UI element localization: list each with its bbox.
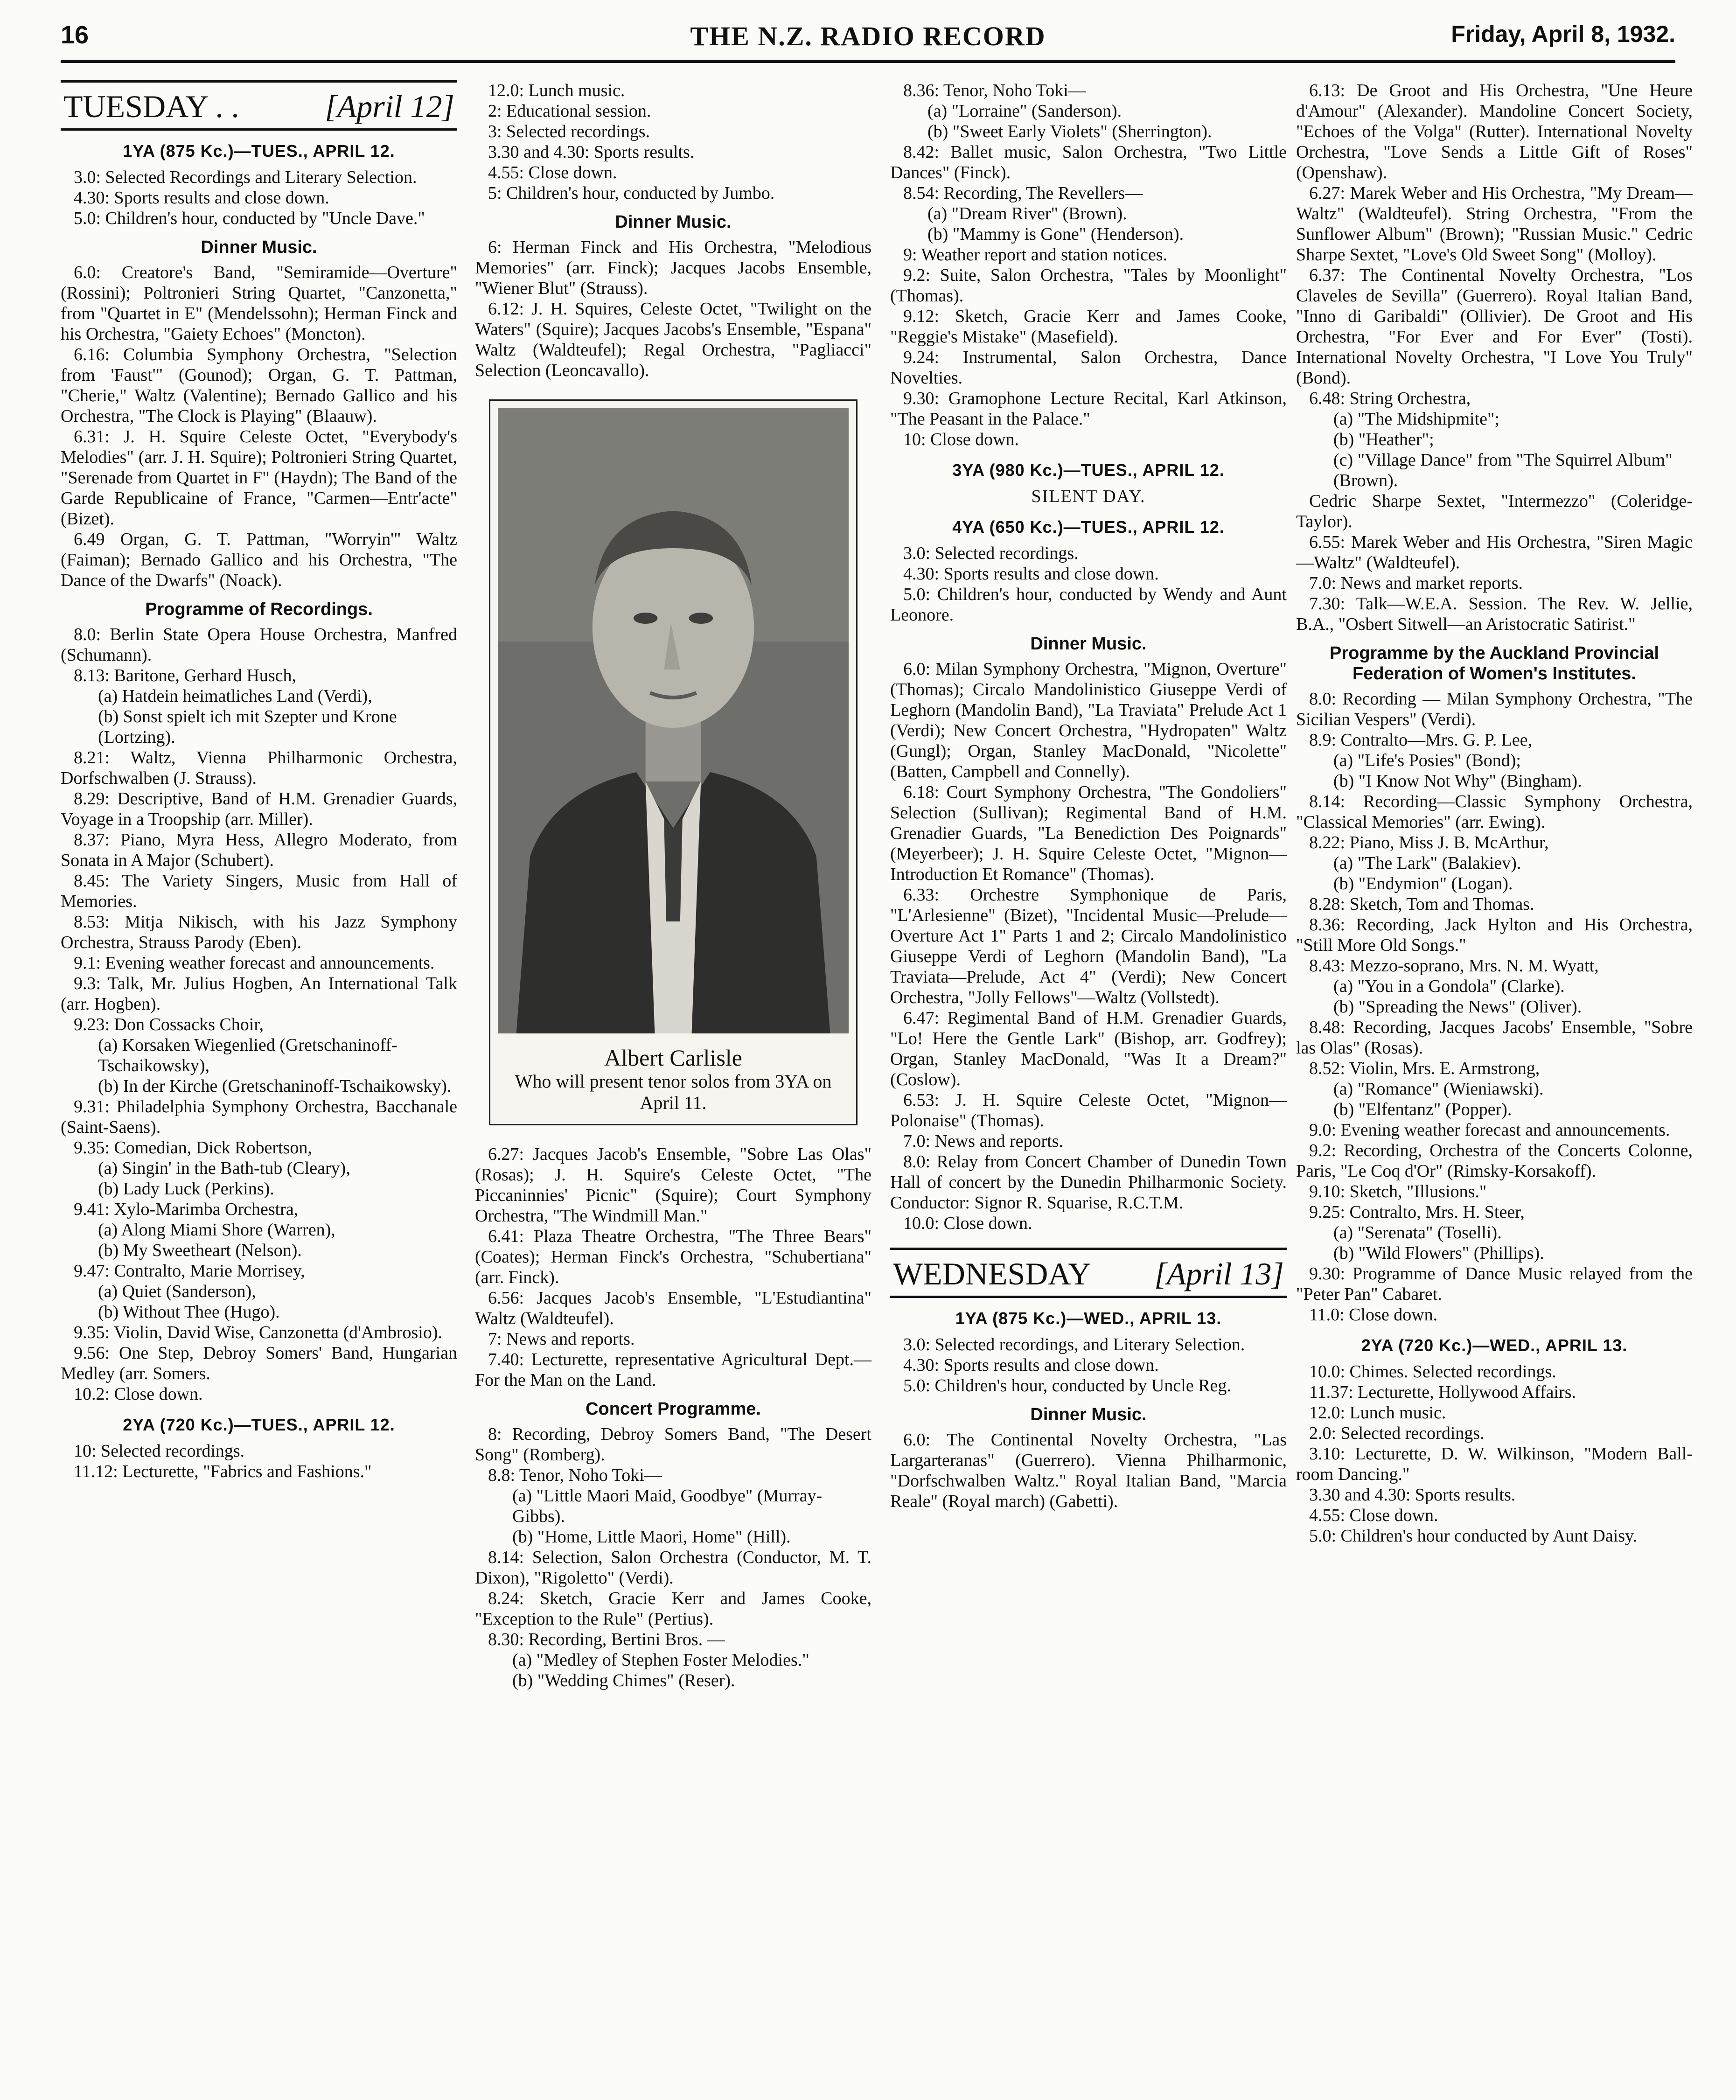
- programme-item: 7.40: Lecturette, representative Agricultural Dept.—For the Man on the Land.: [475, 1350, 871, 1390]
- programme-item: 3.0: Selected recordings.: [903, 544, 1079, 563]
- station-heading: 2YA (720 Kc.)—WED., APRIL 13.: [1361, 1336, 1628, 1355]
- programme-item: 12.0: Lunch music.: [1309, 1403, 1446, 1423]
- sub-item: (b) "Heather";: [1333, 430, 1434, 449]
- programme-item: 4.55: Close down.: [488, 163, 617, 182]
- day-heading-tuesday: [61, 80, 457, 131]
- programme-item: 8.14: Selection, Salon Orchestra (Conductor, M. T. Dixon), "Rigoletto" (Verdi).: [475, 1548, 871, 1588]
- programme-item: 6.0: The Continental Novelty Orchestra, "Las Largarteranas" (Guerrero). Vienna Philharmonic, "Dorfschwalben Waltz." Royal Italian Band, "Marcia Reale" (Royal march) (Gabetti).: [890, 1430, 1287, 1511]
- programme-item: 8.43: Mezzo-soprano, Mrs. N. M. Wyatt,: [1309, 956, 1599, 976]
- sub-items: [98, 1281, 457, 1322]
- sub-item: (a) Korsaken Wiegenlied (Gretschaninoff-Tschaikowsky),: [98, 1035, 397, 1075]
- programme-item: 11.37: Lecturette, Hollywood Affairs.: [1309, 1382, 1576, 1402]
- programme-item: 9.56: One Step, Debroy Somers' Band, Hungarian Medley (arr. Somers.: [61, 1343, 457, 1383]
- programme-item: 10.0: Chimes. Selected recordings.: [1309, 1362, 1556, 1381]
- programme-item: 9.24: Instrumental, Salon Orchestra, Dance Novelties.: [890, 348, 1287, 388]
- programme-item: 8.52: Violin, Mrs. E. Armstrong,: [1309, 1059, 1540, 1078]
- sub-item: (b) In der Kirche (Gretschaninoff-Tschaikowsky).: [98, 1076, 452, 1096]
- programme-item: 7.0: News and market reports.: [1309, 573, 1523, 593]
- programme-item: 8.48: Recording, Jacques Jacobs' Ensemble, "Sobre las Olas" (Rosas).: [1296, 1018, 1693, 1058]
- section-subheading: Programme by the Auckland Provincial Federation of Women's Institutes.: [1329, 643, 1659, 684]
- programme-item: 6.16: Columbia Symphony Orchestra, "Selection from 'Faust'" (Gounod); Organ, G. T. Pattman, "Cherie," Waltz (Valentine); Bernado Gallico and his Orchestra, "The Clock is Playing" (Blaauw).: [61, 345, 457, 426]
- programme-item: 4.30: Sports results and close down.: [903, 1355, 1159, 1375]
- programme-item: 4.30: Sports results and close down.: [74, 188, 329, 208]
- programme-item: Cedric Sharpe Sextet, "Intermezzo" (Coleridge-Taylor).: [1296, 491, 1693, 531]
- programme-item: 6.31: J. H. Squire Celeste Octet, "Everybody's Melodies" (arr. J. H. Squire); Poltronieri String Quartet, "Serenade from Quartet in F" (Haydn); The Band of the Garde Republicaine of France, "Carmen—Entr'acte" (Bizet).: [61, 427, 457, 529]
- programme-item: 9.2: Suite, Salon Orchestra, "Tales by Moonlight" (Thomas).: [890, 265, 1287, 306]
- programme-item: 9.3: Talk, Mr. Julius Hogben, An International Talk (arr. Hogben).: [61, 974, 457, 1014]
- programme-item: 8.8: Tenor, Noho Toki—: [488, 1465, 662, 1485]
- sub-item: (b) "I Know Not Why" (Bingham).: [1333, 771, 1582, 791]
- sub-item: (a) Hatdein heimatliches Land (Verdi),: [98, 686, 372, 706]
- column-4: [1296, 80, 1693, 1546]
- sub-item: (b) "Spreading the News" (Oliver).: [1333, 997, 1582, 1017]
- programme-item: 10.0: Close down.: [903, 1214, 1032, 1233]
- programme-item: 5.0: Children's hour, conducted by "Uncle Dave.": [74, 209, 425, 228]
- programme-item: 8.0: Berlin State Opera House Orchestra, Manfred (Schumann).: [61, 625, 457, 665]
- sub-items: [1333, 750, 1693, 791]
- programme-item: 8.21: Waltz, Vienna Philharmonic Orchestra, Dorfschwalben (J. Strauss).: [61, 748, 457, 788]
- programme-item: 5.0: Children's hour conducted by Aunt Daisy.: [1309, 1526, 1638, 1546]
- day-date: [April 13]: [1154, 1256, 1284, 1291]
- sub-item: (b) "Sweet Early Violets" (Sherrington).: [927, 122, 1212, 141]
- day-name: TUESDAY . .: [63, 89, 239, 124]
- sub-item: (b) "Endymion" (Logan).: [1333, 874, 1513, 893]
- sub-item: (a) Quiet (Sanderson),: [98, 1282, 256, 1301]
- silent-day-note: SILENT DAY.: [1031, 487, 1146, 506]
- programme-item: 8.28: Sketch, Tom and Thomas.: [1309, 894, 1534, 914]
- programme-item: 8.22: Piano, Miss J. B. McArthur,: [1309, 833, 1549, 852]
- sub-item: (c) "Village Dance" from "The Squirrel Album" (Brown).: [1333, 450, 1673, 490]
- programme-item: 5.0: Children's hour, conducted by Wendy and Aunt Leonore.: [890, 585, 1287, 625]
- programme-item: 5.0: Children's hour, conducted by Uncle Reg.: [903, 1376, 1231, 1395]
- programme-item: 8.13: Baritone, Gerhard Husch,: [74, 666, 296, 685]
- sub-items: [1333, 1079, 1693, 1120]
- programme-item: 6.27: Marek Weber and His Orchestra, "My Dream—Waltz" (Waldteufel). String Orchestra, "From the Sunflower Album" (Brown); "Russian Music." Cedric Sharpe Sextet, "Love's Old Sweet Song" (Molloy).: [1296, 183, 1693, 265]
- column-3: [890, 80, 1287, 1512]
- sub-item: (b) "Elfentanz" (Popper).: [1333, 1100, 1512, 1119]
- sub-item: (b) Sonst spielt ich mit Szepter und Krone (Lortzing).: [98, 707, 397, 747]
- programme-item: 9.23: Don Cossacks Choir,: [74, 1015, 264, 1034]
- programme-item: 8.36: Recording, Jack Hylton and His Orchestra, "Still More Old Songs.": [1296, 915, 1693, 955]
- column-2: [475, 80, 871, 1691]
- section-subheading: Dinner Music.: [201, 237, 317, 257]
- sub-item: (a) Along Miami Shore (Warren),: [98, 1220, 335, 1240]
- programme-item: 9.31: Philadelphia Symphony Orchestra, Bacchanale (Saint-Saens).: [61, 1097, 457, 1137]
- sub-item: (b) "Wedding Chimes" (Reser).: [512, 1671, 735, 1690]
- programme-item: 6.18: Court Symphony Orchestra, "The Gondoliers" Selection (Sullivan); Regimental Band of H.M. Grenadier Guards, "La Benediction Des Poignards" (Meyerbeer); J. H. Squire Celeste Octet, "Mignon—Introduction Et Romance" (Thomas).: [890, 782, 1287, 884]
- programme-item: 6.55: Marek Weber and His Orchestra, "Siren Magic—Waltz" (Waldteufel).: [1296, 532, 1693, 572]
- programme-item: 7: News and reports.: [488, 1329, 635, 1349]
- programme-item: 3: Selected recordings.: [488, 122, 650, 141]
- sub-items: [1333, 409, 1693, 491]
- programme-item: 8.37: Piano, Myra Hess, Allegro Moderato, from Sonata in A Major (Schubert).: [61, 830, 457, 870]
- portrait-photo-block: [489, 399, 858, 1125]
- sub-item: (b) My Sweetheart (Nelson).: [98, 1241, 302, 1260]
- sub-item: (a) "The Midshipmite";: [1333, 409, 1500, 429]
- programme-item: 2: Educational session.: [488, 101, 651, 121]
- programme-item: 10: Selected recordings.: [74, 1441, 245, 1461]
- sub-item: (b) "Wild Flowers" (Phillips).: [1333, 1243, 1544, 1263]
- programme-item: 11.12: Lecturette, "Fabrics and Fashions.": [74, 1462, 372, 1481]
- issue-date: Friday, April 8, 1932.: [1451, 21, 1675, 47]
- programme-item: 6.0: Creatore's Band, "Semiramide—Overture" (Rossini); Poltronieri String Quartet, "Canzonetta," from "Quartet in E" (Mendelssohn); Herman Finck and his Orchestra, "Gaiety Echoes" (Moncton).: [61, 263, 457, 344]
- sub-items: [512, 1486, 871, 1547]
- programme-item: 6.56: Jacques Jacob's Ensemble, "L'Estudiantina" Waltz (Waldteufel).: [475, 1288, 871, 1328]
- programme-item: 8.9: Contralto—Mrs. G. P. Lee,: [1309, 730, 1533, 750]
- programme-item: 9.47: Contralto, Marie Morrisey,: [74, 1261, 305, 1281]
- sub-item: (a) "You in a Gondola" (Clarke).: [1333, 977, 1565, 996]
- programme-item: 9.10: Sketch, "Illusions.": [1309, 1182, 1487, 1201]
- programme-item: 7.0: News and reports.: [903, 1131, 1063, 1151]
- programme-item: 8.29: Descriptive, Band of H.M. Grenadier Guards, Voyage in a Troopship (arr. Miller).: [61, 789, 457, 829]
- programme-item: 9.2: Recording, Orchestra of the Concerts Colonne, Paris, "Le Coq d'Or" (Rimsky-Korsakoff).: [1296, 1141, 1693, 1181]
- portrait-photo: [498, 408, 849, 1033]
- programme-item: 5: Children's hour, conducted by Jumbo.: [488, 183, 775, 203]
- column-1: [61, 80, 457, 1482]
- programme-item: 8.42: Ballet music, Salon Orchestra, "Two Little Dances" (Finck).: [890, 142, 1287, 182]
- programme-item: 10: Close down.: [903, 430, 1019, 449]
- programme-item: 2.0: Selected recordings.: [1309, 1423, 1485, 1443]
- section-subheading: Programme of Recordings.: [145, 600, 373, 619]
- programme-item: 6.0: Milan Symphony Orchestra, "Mignon, Overture" (Thomas); Circalo Mandolinistico Giuseppe Verdi of Leghorn (Mandolin Band), "La Traviata" Prelude Act 1 (Verdi); New Concert Orchestra, "Hydropaten" Waltz (Gungl); Organ, Stanley MacDonald, "Nicolette" (Batten, Campbell and Connelly).: [890, 659, 1287, 781]
- station-heading: 3YA (980 Kc.)—TUES., APRIL 12.: [952, 460, 1225, 480]
- sub-items: [98, 1220, 457, 1261]
- programme-item: 6.13: De Groot and His Orchestra, "Une Heure d'Amour" (Alexander). Mandoline Concert Society, "Echoes of the Volga" (Rutter). International Novelty Orchestra, "Love Sends a Little Gift of Roses" (Openshaw).: [1296, 81, 1693, 182]
- sub-item: (a) "Lorraine" (Sanderson).: [927, 101, 1122, 121]
- programme-item: 6.27: Jacques Jacob's Ensemble, "Sobre Las Olas" (Rosas); J. H. Squire's Celeste Octet, "The Piccaninnies' Picnic" (Squire); Court Symphony Orchestra, "The Windmill Man.": [475, 1144, 871, 1226]
- sub-item: (a) "Medley of Stephen Foster Melodies.": [512, 1650, 809, 1670]
- programme-item: 8.54: Recording, The Revellers—: [903, 183, 1143, 203]
- programme-item: 9.35: Violin, David Wise, Canzonetta (d'Ambrosio).: [74, 1323, 443, 1342]
- programme-item: 9.30: Programme of Dance Music relayed from the "Peter Pan" Cabaret.: [1296, 1264, 1693, 1304]
- programme-item: 3.30 and 4.30: Sports results.: [488, 142, 695, 162]
- programme-item: 8.30: Recording, Bertini Bros. —: [488, 1630, 725, 1649]
- programme-item: 6.12: J. H. Squires, Celeste Octet, "Twilight on the Waters" (Squire); Jacques Jacobs's Ensemble, "Espana" Waltz (Waldteufel); Regal Orchestra, "Pagliacci" Selection (Leoncavallo).: [475, 299, 871, 380]
- programme-item: 4.55: Close down.: [1309, 1506, 1438, 1525]
- programme-item: 6.41: Plaza Theatre Orchestra, "The Three Bears" (Coates); Herman Finck's Orchestra, "Schubertiana" (arr. Finck).: [475, 1227, 871, 1287]
- programme-item: 6.37: The Continental Novelty Orchestra, "Los Claveles de Sevilla" (Guerrero). Royal Italian Band, "Inno di Garibaldi" (Ollivier). De Groot and His Orchestra, "For Ever and For Ever" (Tosti). International Novelty Orchestra, "I Love You Truly" (Bond).: [1296, 265, 1693, 388]
- programme-item: 3.0: Selected Recordings and Literary Selection.: [74, 167, 417, 187]
- programme-item: 9.30: Gramophone Lecture Recital, Karl Atkinson, "The Peasant in the Palace.": [890, 389, 1287, 429]
- programme-item: 8.0: Relay from Concert Chamber of Dunedin Town Hall of concert by the Dunedin Philharmonic Society. Conductor: Signor R. Squarise, R.C.T.M.: [890, 1152, 1287, 1213]
- programme-item: 9.25: Contralto, Mrs. H. Steer,: [1309, 1202, 1525, 1222]
- sub-item: (b) "Mammy is Gone" (Henderson).: [927, 224, 1184, 244]
- sub-items: [927, 101, 1287, 142]
- station-heading: 4YA (650 Kc.)—TUES., APRIL 12.: [952, 517, 1225, 537]
- sub-item: (a) "The Lark" (Balakiev).: [1333, 853, 1521, 873]
- section-subheading: Concert Programme.: [586, 1399, 761, 1419]
- page-header: [61, 21, 1675, 53]
- station-heading: 1YA (875 Kc.)—TUES., APRIL 12.: [123, 141, 395, 160]
- programme-item: 6.53: J. H. Squire Celeste Octet, "Mignon—Polonaise" (Thomas).: [890, 1090, 1287, 1130]
- station-heading: 1YA (875 Kc.)—WED., APRIL 13.: [955, 1309, 1222, 1328]
- programme-item: 3.0: Selected recordings, and Literary Selection.: [903, 1335, 1245, 1354]
- day-name: WEDNESDAY: [893, 1256, 1091, 1291]
- sub-item: (b) Without Thee (Hugo).: [98, 1302, 280, 1322]
- photo-caption-text: Who will present tenor solos from 3YA on April 11.: [515, 1071, 832, 1113]
- sub-items: [98, 1158, 457, 1199]
- programme-item: 6.47: Regimental Band of H.M. Grenadier Guards, "Lo! Here the Gentle Lark" (Bishop, arr. Godfrey); Organ, Stanley MacDonald, "Was It a Dream?" (Coslow).: [890, 1008, 1287, 1089]
- header-rule: [61, 60, 1675, 63]
- programme-item: 6: Herman Finck and His Orchestra, "Melodious Memories" (arr. Finck); Jacques Jacobs Ensemble, "Wiener Blut" (Strauss).: [475, 237, 871, 298]
- programme-item: 8.24: Sketch, Gracie Kerr and James Cooke, "Exception to the Rule" (Pertius).: [475, 1589, 871, 1629]
- sub-items: [927, 203, 1287, 244]
- sub-item: (a) "Little Maori Maid, Goodbye" (Murray-Gibbs).: [512, 1486, 823, 1526]
- sub-item: (a) "Romance" (Wieniawski).: [1333, 1079, 1544, 1099]
- programme-item: 9.41: Xylo-Marimba Orchestra,: [74, 1200, 299, 1219]
- section-subheading: Dinner Music.: [615, 212, 732, 232]
- masthead-title: THE N.Z. RADIO RECORD: [690, 21, 1046, 51]
- day-date: [April 12]: [325, 89, 454, 124]
- section-subheading: Dinner Music.: [1030, 1405, 1147, 1424]
- station-heading: 2YA (720 Kc.)—TUES., APRIL 12.: [123, 1415, 395, 1434]
- sub-item: (b) "Home, Little Maori, Home" (Hill).: [512, 1527, 791, 1547]
- sub-item: (a) "Serenata" (Toselli).: [1333, 1223, 1502, 1242]
- programme-item: 6.33: Orchestre Symphonique de Paris, "L'Arlesienne" (Bizet), "Incidental Music—Prelude—Overture Act 1" Parts 1 and 2; Circalo Mandolinistico Giuseppe Verdi of Leghorn (Mandolin Band), "La Traviata—Prelude, Act 4" (Verdi); New Concert Orchestra, "Jolly Fellows"—Waltz (Vollstedt).: [890, 885, 1287, 1007]
- sub-items: [1333, 976, 1693, 1017]
- programme-item: 9.1: Evening weather forecast and announcements.: [74, 953, 435, 973]
- programme-item: 8.36: Tenor, Noho Toki—: [903, 81, 1086, 100]
- programme-item: 8.53: Mitja Nikisch, with his Jazz Symphony Orchestra, Strauss Parody (Eben).: [61, 912, 457, 952]
- section-subheading: Dinner Music.: [1030, 634, 1147, 654]
- programme-item: 12.0: Lunch music.: [488, 81, 625, 100]
- programme-item: 9.12: Sketch, Gracie Kerr and James Cooke, "Reggie's Mistake" (Masefield).: [890, 307, 1287, 347]
- programme-item: 8.14: Recording—Classic Symphony Orchestra, "Classical Memories" (arr. Ewing).: [1296, 792, 1693, 832]
- sub-item: (a) "Dream River" (Brown).: [927, 204, 1127, 223]
- sub-items: [512, 1650, 871, 1691]
- photo-caption-name: Albert Carlisle: [604, 1045, 742, 1071]
- programme-item: 8.45: The Variety Singers, Music from Hall of Memories.: [61, 871, 457, 911]
- sub-items: [98, 686, 457, 747]
- programme-item: 9.0: Evening weather forecast and announcements.: [1309, 1120, 1670, 1140]
- programme-item: 9: Weather report and station notices.: [903, 245, 1168, 265]
- programme-item: 9.35: Comedian, Dick Robertson,: [74, 1138, 312, 1158]
- programme-item: 7.30: Talk—W.E.A. Session. The Rev. W. Jellie, B.A., "Osbert Sitwell—an Aristocratic Satirist.": [1296, 594, 1693, 634]
- page-number: 16: [61, 21, 89, 49]
- sub-items: [1333, 1222, 1693, 1263]
- programme-item: 8.0: Recording — Milan Symphony Orchestra, "The Sicilian Vespers" (Verdi).: [1296, 689, 1693, 729]
- programme-item: 11.0: Close down.: [1309, 1305, 1438, 1325]
- programme-item: 3.10: Lecturette, D. W. Wilkinson, "Modern Ball-room Dancing.": [1296, 1444, 1693, 1484]
- programme-item: 3.30 and 4.30: Sports results.: [1309, 1485, 1516, 1505]
- portrait-illustration: [498, 408, 849, 1033]
- programme-item: 8: Recording, Debroy Somers Band, "The Desert Song" (Romberg).: [475, 1424, 871, 1465]
- sub-items: [98, 1035, 457, 1096]
- programme-item: 6.49 Organ, G. T. Pattman, "Worryin'" Waltz (Faiman); Bernado Gallico and his Orchestra, "The Dance of the Dwarfs" (Noack).: [61, 530, 457, 590]
- sub-items: [1333, 853, 1693, 894]
- programme-item: 6.48: String Orchestra,: [1309, 389, 1471, 408]
- programme-item: 10.2: Close down.: [74, 1384, 203, 1404]
- sub-item: (b) Lady Luck (Perkins).: [98, 1179, 274, 1199]
- programme-item: 4.30: Sports results and close down.: [903, 564, 1159, 584]
- sub-item: (a) Singin' in the Bath-tub (Cleary),: [98, 1158, 350, 1178]
- sub-item: (a) "Life's Posies" (Bond);: [1333, 751, 1521, 770]
- day-heading-wednesday: [890, 1248, 1287, 1298]
